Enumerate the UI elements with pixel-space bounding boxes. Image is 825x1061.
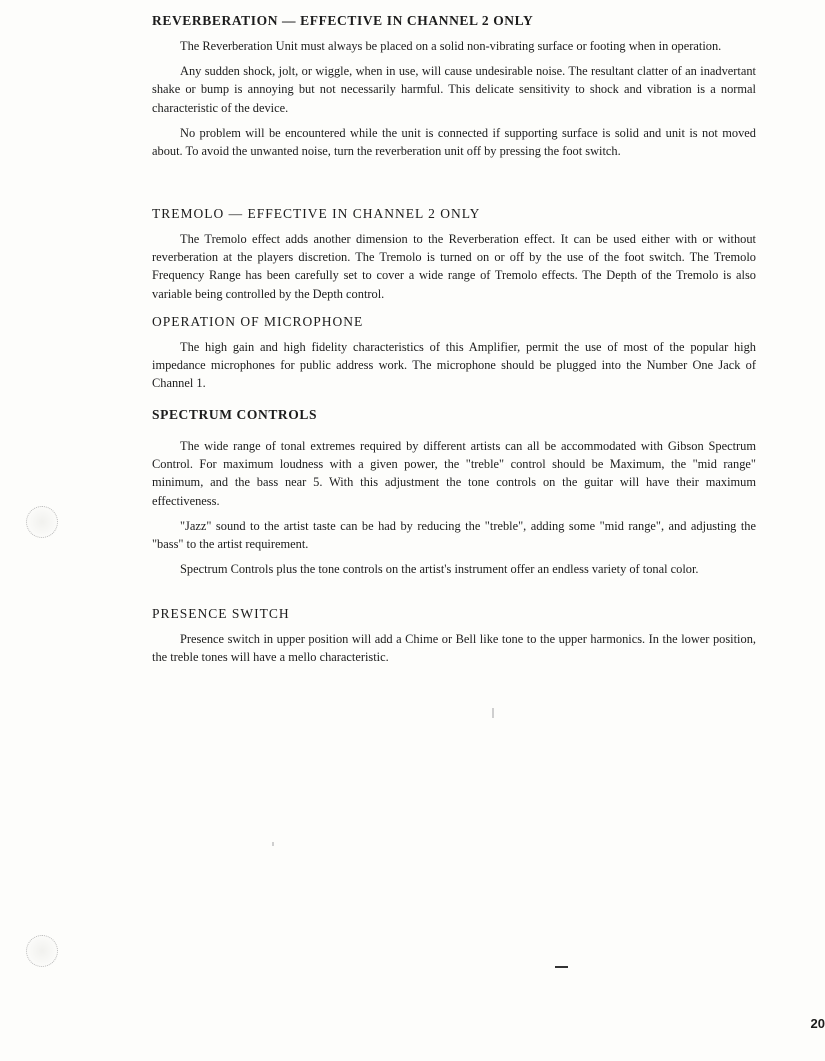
section-presence-switch	[152, 605, 756, 673]
section-heading: OPERATION OF MICROPHONE	[152, 314, 364, 329]
section-reverberation	[152, 12, 756, 167]
scan-speck	[492, 708, 494, 718]
paragraph: Presence switch in upper position will add a Chime or Bell like tone to the upper harmonics. In the lower position, the treble tones will have a mello characteristic.	[152, 632, 756, 665]
section-heading: TREMOLO — EFFECTIVE IN CHANNEL 2 ONLY	[152, 206, 481, 221]
section-spectrum-controls	[152, 406, 756, 585]
paragraph: The Reverberation Unit must always be placed on a solid non-vibrating surface or footing when in operation.	[180, 39, 722, 53]
scan-mark	[555, 966, 568, 968]
paragraph: The Tremolo effect adds another dimension to the Reverberation effect. It can be used either with or without reverberation at the players discretion. The Tremolo is turned on or off by the use of the foot switch. The Tremolo Frequency Range has been carefully set to cover a wide range of Tremolo effects. The Depth of the Tremolo is also variable being controlled by the Depth control.	[152, 232, 756, 301]
paragraph: The high gain and high fidelity characteristics of this Amplifier, permit the use of most of the popular high impedance microphones for public address work. The microphone should be plugged into the Number One Jack of Channel 1.	[152, 340, 756, 391]
paragraph: The wide range of tonal extremes required by different artists can all be accommodated with Gibson Spectrum Control. For maximum loudness with a given power, the "treble" control should be Maximum, the "mid range" minimum, and the bass near 5. With this adjustment the tone controls on the guitar will have their maximum effectiveness.	[152, 439, 756, 508]
section-heading: SPECTRUM CONTROLS	[152, 407, 318, 422]
punch-hole-mark	[26, 506, 58, 538]
scan-speck	[272, 842, 274, 846]
page-number: 20	[810, 1016, 825, 1031]
paragraph: Spectrum Controls plus the tone controls on the artist's instrument offer an endless variety of tonal color.	[180, 562, 699, 577]
punch-hole-mark	[26, 935, 58, 967]
section-microphone	[152, 313, 756, 400]
paragraph: No problem will be encountered while the unit is connected if supporting surface is solid and unit is not moved about. To avoid the unwanted noise, turn the reverberation unit off by pressing the foot switch.	[152, 125, 756, 159]
paragraph: "Jazz" sound to the artist taste can be had by reducing the "treble", adding some "mid range", and adjusting the "bass" to the artist requirement.	[152, 518, 756, 552]
section-heading: PRESENCE SWITCH	[152, 606, 290, 621]
section-heading: REVERBERATION — EFFECTIVE IN CHANNEL 2 ONLY	[152, 13, 534, 28]
paragraph: Any sudden shock, jolt, or wiggle, when in use, will cause undesirable noise. The resultant clatter of an inadvertant shake or bump is annoying but not necessarily harmful. This delicate sensitivity to shock and vibration is a normal characteristic of the device.	[152, 64, 756, 115]
section-tremolo	[152, 205, 756, 310]
